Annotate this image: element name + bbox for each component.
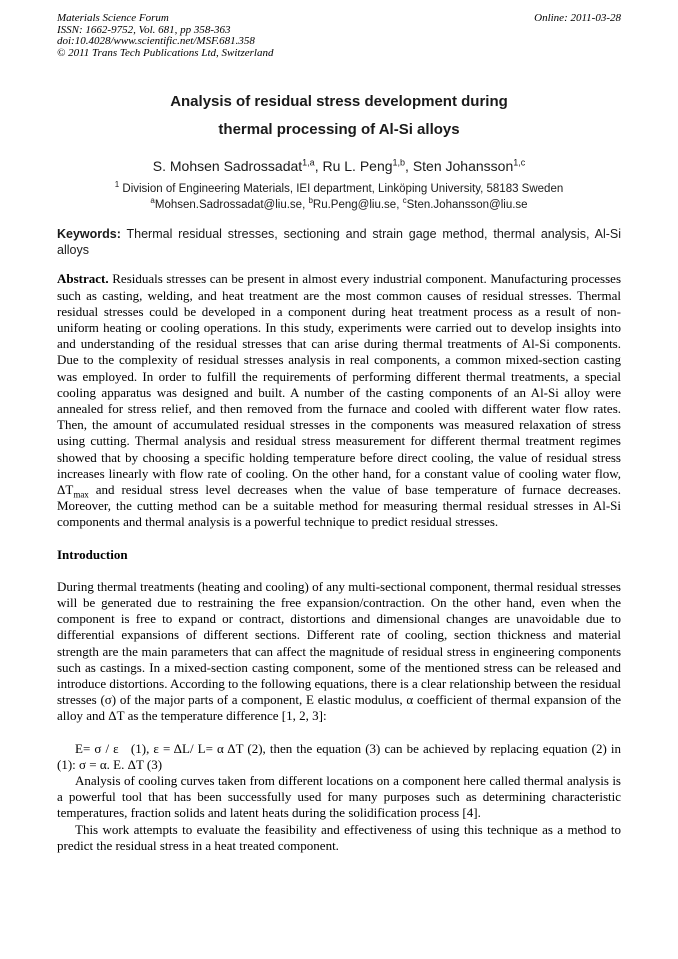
author-1-name: S. Mohsen Sadrossadat [152, 158, 303, 175]
doi-line: doi:10.4028/www.scientific.net/MSF.681.358 [57, 35, 255, 48]
author-separator: , [405, 158, 413, 175]
email-3-address: Sten.Johansson@liu.se [406, 198, 528, 211]
abstract-text-part-1: Residuals stresses can be present in almost every industrial component. Manufacturing processes such as casting, welding, and heat treatment are the most common causes of residual stresses. Thermal residual stresses could be developed in a component during heat treatment process as a result of non-uniform heating or cooling operations. In this study, experiments were carried out to develop insights into and understanding of the residual stresses that can arise during thermal treatments of Al-Si components. Due to the complexity of residual stresses analysis in real components, a common mixed-section casting was employed. In order to fulfill the requirements of performing different thermal treatments, a special cooling apparatus was designed and built. A number of the casting components of an Al-Si alloy were annealed for stress relief, and then removed from the furnace and cooled with different water flow rates. Then, the amount of accumulated residual stresses in the components was measured relaxation of stress using cutting. Thermal analysis and residual stress measurement for different thermal treatment regimes showed that by choosing a specific holding temperature before direct cooling, the value of residual stress increases linearly with flow rate of cooling. On the other hand, for a constant value of cooling water flow, [57, 271, 621, 481]
email-2 [308, 196, 403, 211]
abstract-text-part-2: and residual stress level decreases when the value of base temperature of furnace decreases. Moreover, the cutting method can be a suitable method for measuring thermal residual stresses in Al-Si components and thermal analysis is a powerful technique to predict residual stresses. [57, 482, 621, 530]
keywords-text: Thermal residual stresses, sectioning and strain gage method, thermal analysis, Al-Si alloys [57, 227, 621, 257]
email-1-sup: a [150, 196, 155, 206]
author-2-name: Ru L. Peng [322, 158, 393, 175]
issn-line: ISSN: 1662-9752, Vol. 681, pp 358-363 [57, 23, 231, 36]
email-1-address: Mohsen.Sadrossadat@liu.se [154, 198, 303, 211]
abstract-paragraph [57, 271, 621, 530]
intro-paragraph-2: Analysis of cooling curves taken from different locations on a component here called thermal analysis is a powerful tool that has been successfully used for many purposes such as determining characteristic temperatures, fraction solids and latent heats during the solidification process [4]. [57, 773, 621, 821]
journal-name: Materials Science Forum [57, 12, 169, 24]
email-2-sup: b [308, 196, 313, 206]
intro-paragraph-3: This work attempts to evaluate the feasibility and effectiveness of using this technique as a method to predict the residual stress in a heat treated component. [57, 821, 621, 853]
keywords-label: Keywords: [57, 227, 121, 242]
section-heading-introduction: Introduction [57, 546, 128, 562]
author-1 [153, 158, 323, 174]
author-3-sup: 1,c [513, 157, 526, 168]
affiliation-line [57, 182, 621, 198]
delta-t-subscript: max [73, 489, 89, 500]
email-3 [402, 196, 528, 211]
email-2-address: Ru.Peng@liu.se [312, 198, 397, 211]
author-separator: , [314, 158, 323, 175]
paper-title-line-2: thermal processing of Al-Si alloys [218, 121, 460, 139]
journal-info-block [57, 13, 273, 59]
affiliation-text: Division of Engineering Materials, IEI department, Linköping University, 58183 Sweden [119, 183, 564, 196]
paper-title [57, 88, 621, 144]
online-date: Online: 2011-03-28 [534, 12, 621, 24]
author-1-sup: 1,a [302, 157, 315, 168]
abstract-label: Abstract. [57, 271, 109, 287]
paper-body [57, 271, 621, 854]
email-separator: , [302, 198, 309, 211]
intro-paragraph-1: During thermal treatments (heating and cooling) of any multi-sectional component, thermal residual stresses will be generated due to restraining the free expansion/contraction. On the other hand, even when the component is free to expand or contract, distortions and dimensional changes are unavoidable due to differential expansions of different sections. Different rate of cooling, section thickness and material strength are the main parameters that can affect the magnitude of residual stress in engineering components such as castings. In a mixed-section casting component, some of the mentioned stress can be released and introduce distortions. According to the following equations, there is a clear relationship between the residual stresses (σ) of the major parts of a component, E elastic modulus, α coefficient of thermal expansion of the alloy and ΔT as the temperature difference [1, 2, 3]: [57, 578, 621, 724]
affiliation-sup: 1 [114, 180, 120, 190]
paper-page [57, 13, 621, 854]
email-1 [150, 196, 309, 211]
equation-paragraph: E= σ / ε (1), ε = ΔL/ L= α ΔT (2), then the equation (3) can be achieved by replacing equation (2) in (1): σ = α. E. ΔT (3) [57, 740, 621, 772]
authors-line [57, 157, 621, 175]
author-2 [322, 158, 412, 174]
author-3-name: Sten Johansson [412, 158, 514, 175]
page-header [57, 13, 621, 59]
delta-t: ΔT [57, 482, 74, 498]
author-3 [413, 158, 525, 174]
paper-title-line-1: Analysis of residual stress development during [170, 93, 508, 111]
email-separator: , [396, 198, 403, 211]
emails-line [57, 198, 621, 214]
keywords-line [57, 227, 621, 258]
copyright-line: © 2011 Trans Tech Publications Ltd, Switzerland [57, 46, 274, 59]
delta-t-max-term [57, 482, 89, 500]
author-2-sup: 1,b [392, 157, 406, 168]
email-3-sup: c [402, 196, 407, 206]
